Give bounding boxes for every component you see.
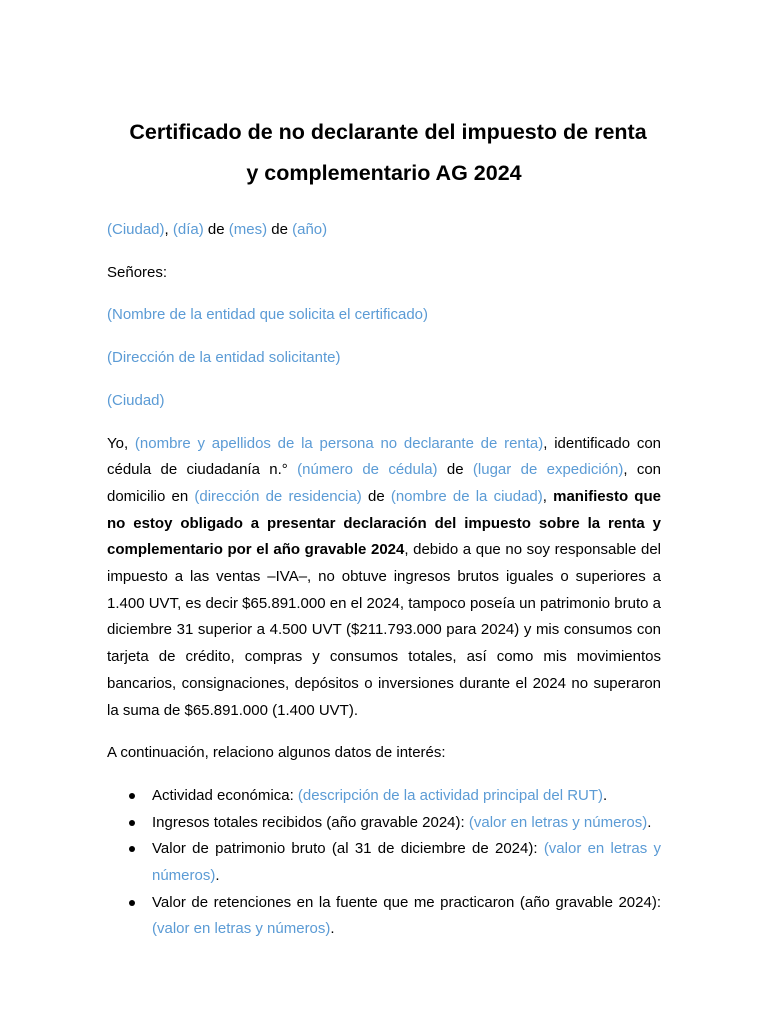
body-paragraph: Yo, (nombre y apellidos de la persona no declarante de renta), identificado con cédula de ciudadanía n.° (número de cédula) de (lugar de expedición), con domicilio en (dirección de residencia) de (nombre de la ciudad), manifiesto que no estoy obligado a presentar declaración del impuesto sobre la renta y complementario por el año gravable 2024, debido a que no soy responsable del impuesto a las ventas –IVA–, no obtuve ingresos brutos iguales o superiores a 1.400 UVT, es decir $65.891.000 en el 2024, tampoco poseía un patrimonio bruto a diciembre 31 superior a 4.500 UVT ($211.793.000 para 2024) y mis consumos con tarjeta de crédito, compras y consumos totales, así como mis movimientos bancarios, consignaciones, depósitos o inversiones durante el 2024 no superaron la suma de $65.891.000 (1.400 UVT). <box>107 434 662 719</box>
placeholder-city-name: (nombre de la ciudad) <box>390 487 543 505</box>
document-page <box>107 112 661 943</box>
placeholder-id-number: (número de cédula) <box>297 461 438 479</box>
greeting: Señores: <box>107 263 168 281</box>
bullet-icon <box>129 820 135 826</box>
bold-statement: manifiesto que no estoy obligado a presentar declaración del impuesto sobre la renta y complementario por el año gravable 2024 <box>107 487 661 559</box>
placeholder-city: (Ciudad) <box>107 221 165 238</box>
recipient-entity-name: (Nombre de la entidad que solicita el certificado) <box>107 306 428 324</box>
list-item: Ingresos totales recibidos (año gravable 2024): (valor en letras y números). <box>107 810 661 837</box>
placeholder-issue-place: (lugar de expedición) <box>472 461 624 479</box>
document-title <box>107 112 661 194</box>
placeholder-full-name: (nombre y apellidos de la persona no declarante de renta) <box>134 434 544 452</box>
list-item: Actividad económica: (descripción de la actividad principal del RUT). <box>107 783 661 810</box>
bullet-icon <box>129 793 135 799</box>
list-item: Valor de retenciones en la fuente que me practicaron (año gravable 2024): (valor en letras y números). <box>107 890 661 943</box>
date-line: (Ciudad), (día) de (mes) de (año) <box>107 221 328 238</box>
list-item: Valor de patrimonio bruto (al 31 de diciembre de 2024): (valor en letras y números). <box>107 836 661 889</box>
recipient-entity-address: (Dirección de la entidad solicitante) <box>107 349 341 367</box>
title-line-2: y complementario AG 2024 <box>246 161 522 185</box>
bullet-icon <box>129 900 135 906</box>
title-line-1: Certificado de no declarante del impuesto de renta <box>129 120 647 144</box>
placeholder-day: (día) <box>172 221 204 238</box>
placeholder-year: (año) <box>292 221 328 238</box>
placeholder-address: (dirección de residencia) <box>194 487 362 505</box>
recipient-city: (Ciudad) <box>107 391 165 409</box>
placeholder-month: (mes) <box>228 221 268 238</box>
list-intro: A continuación, relaciono algunos datos de interés: <box>107 744 446 762</box>
bullet-icon <box>129 846 135 852</box>
data-list <box>107 783 661 943</box>
